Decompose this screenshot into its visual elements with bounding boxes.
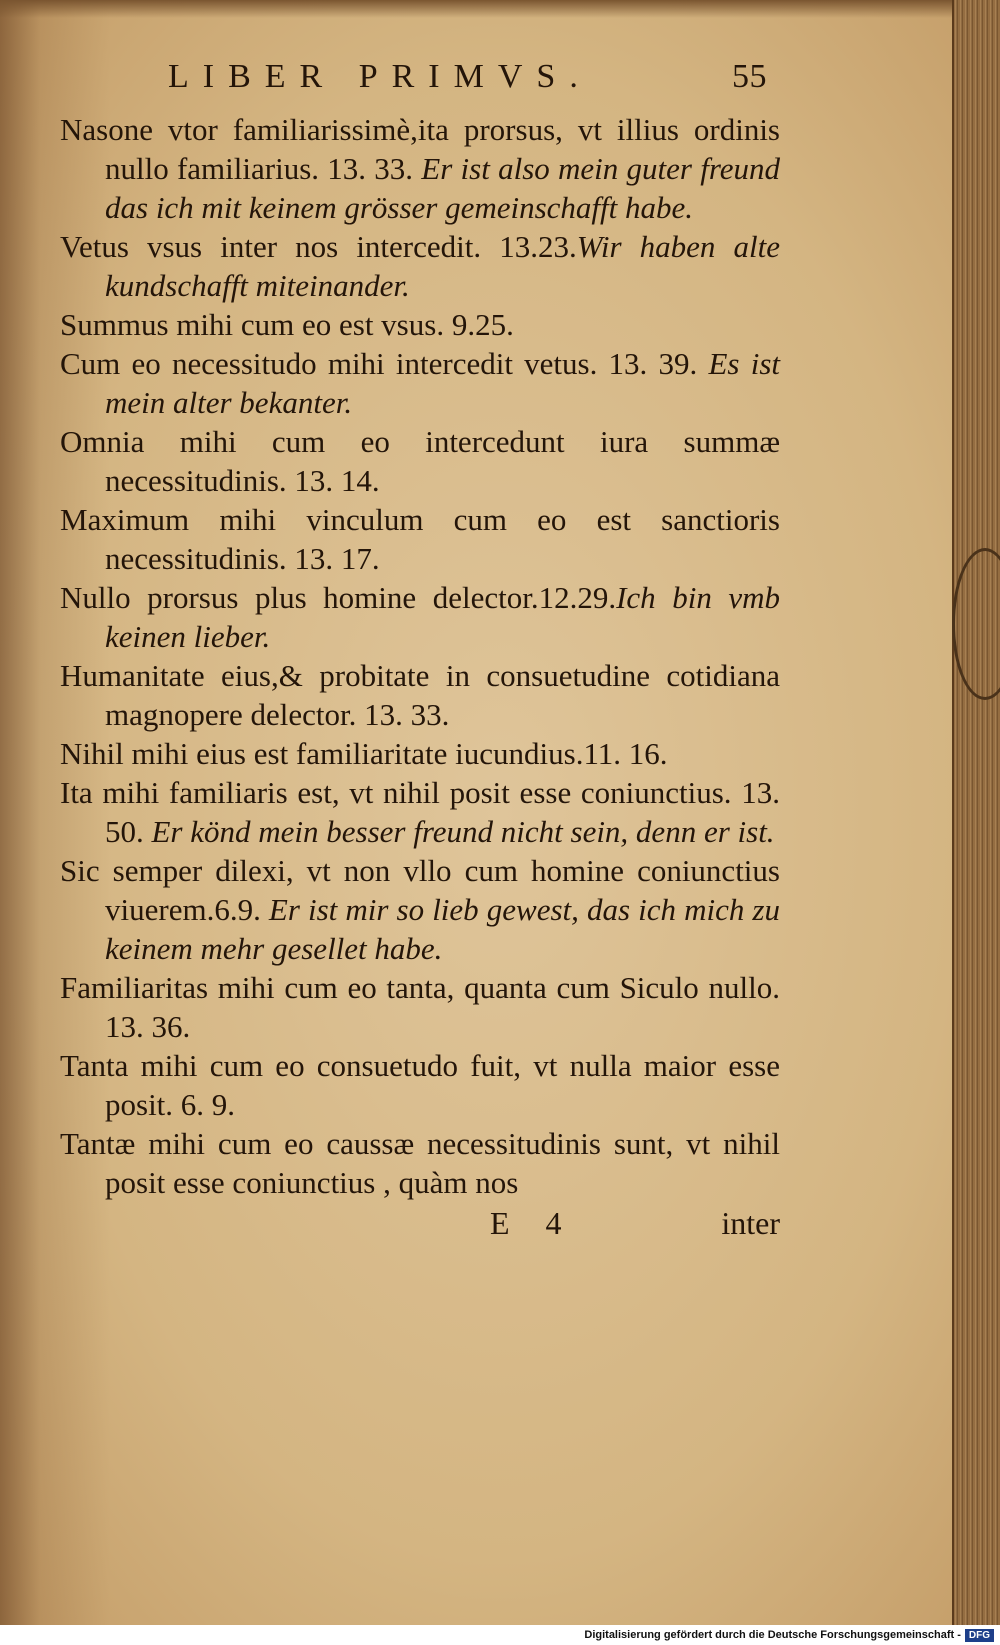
entry — [60, 305, 780, 344]
german-gloss: Wir haben alte kundschafft miteinander. — [105, 229, 780, 303]
latin-text: Humanitate eius,& probitate in consuetudine cotidiana magnopere delector. 13. 33. — [60, 658, 780, 732]
latin-text: Nullo prorsus plus homine delector.12.29. — [60, 580, 617, 615]
latin-text: Nihil mihi eius est familiaritate iucundius.11. 16. — [60, 736, 668, 771]
text-block — [60, 58, 780, 1244]
german-gloss: Er könd mein besser freund nicht sein, denn er ist. — [151, 814, 775, 849]
german-gloss: Es ist mein alter bekanter. — [105, 346, 780, 420]
latin-text: Sic semper dilexi, vt non vllo cum homine coniunctius viuerem.6.9. — [60, 853, 780, 927]
latin-text: Summus mihi cum eo est vsus. 9.25. — [60, 307, 514, 342]
german-gloss: Er ist mir so lieb gewest, das ich mich zu keinem mehr gesellet habe. — [105, 892, 780, 966]
entry — [60, 656, 780, 734]
latin-text: Tantæ mihi cum eo caussæ necessitudinis sunt, vt nihil posit esse coniunctius , quàm nos — [60, 1126, 780, 1200]
latin-text: Cum eo necessitudo mihi intercedit vetus. 13. 39. — [60, 346, 698, 381]
page-edges — [952, 0, 1000, 1625]
latin-text: Maximum mihi vinculum cum eo est sanctioris necessitudinis. 13. 17. — [60, 502, 780, 576]
entry — [60, 773, 780, 851]
funding-credit: Digitalisierung gefördert durch die Deutsche Forschungsgemeinschaft - — [584, 1629, 961, 1641]
german-gloss: Ich bin vmb keinen lieber. — [105, 580, 780, 654]
entry — [60, 851, 780, 968]
entry — [60, 422, 780, 500]
entry — [60, 227, 780, 305]
running-title: LIBER PRIMVS. — [168, 58, 592, 95]
signature-mark: E 4 — [490, 1205, 576, 1241]
catchword: inter — [721, 1205, 780, 1241]
entry — [60, 578, 780, 656]
digitization-footer — [0, 1625, 1000, 1645]
latin-text: Omnia mihi cum eo intercedunt iura summæ necessitudinis. 13. 14. — [60, 424, 780, 498]
page-number: 55 — [732, 58, 767, 95]
latin-text: Ita mihi familiaris est, vt nihil posit esse coniunctius. 13. 50. — [60, 775, 780, 849]
german-gloss: Er ist also mein guter freund das ich mit keinem grösser gemeinschafft habe. — [105, 151, 781, 225]
entry — [60, 110, 780, 227]
signature-line — [60, 1202, 780, 1244]
entry — [60, 734, 780, 773]
latin-text: Nasone vtor familiarissimè,ita prorsus, vt illius ordinis nullo familiarius. 13. 33. — [60, 112, 780, 186]
entry — [60, 968, 780, 1046]
running-head — [60, 58, 780, 110]
entry — [60, 344, 780, 422]
dfg-logo: DFG — [965, 1629, 994, 1642]
entry — [60, 1124, 780, 1202]
entry — [60, 1046, 780, 1124]
latin-text: Tanta mihi cum eo consuetudo fuit, vt nulla maior esse posit. 6. 9. — [60, 1048, 780, 1122]
entry — [60, 500, 780, 578]
latin-text: Vetus vsus inter nos intercedit. 13.23. — [60, 229, 577, 264]
top-page-edge — [0, 0, 1000, 18]
latin-text: Familiaritas mihi cum eo tanta, quanta cum Siculo nullo. 13. 36. — [60, 970, 780, 1044]
